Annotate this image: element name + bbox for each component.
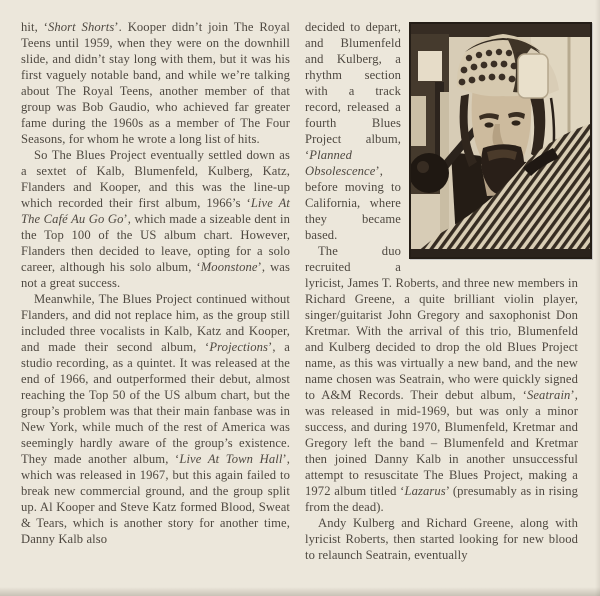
text-segment: ’, which was released in 1967, but this again failed to break new commercial ground, and the group split up. Al Kooper and Steve Katz formed Blood, Sweat & Tears, which is another story for another time, Danny Kalb also — [21, 452, 290, 546]
paragraph — [21, 147, 290, 291]
text-segment: Planned Obsolescence — [305, 148, 376, 178]
text-segment: decided to depart, and Blumenfeld and Kulberg, a rhythm section with a track record, released a fourth Blues Project album, ‘ — [305, 20, 401, 162]
text-segment: Moonstone — [200, 260, 258, 274]
paragraph — [21, 291, 290, 547]
paragraph — [305, 243, 578, 515]
text-segment: ’, before moving to California, where they became based. — [305, 164, 401, 242]
right-column — [305, 19, 578, 563]
left-column — [21, 19, 290, 547]
text-segment: Short Shorts — [47, 20, 115, 34]
text-segment: The duo recruited a lyricist, James T. Roberts, and three new members in Richard Greene, a quite brilliant violin player, singer/guitarist John Gregory and saxophonist Don Kretmar. With the arrival of this trio, Blumenfeld and Kulberg decided to drop the old Blues Project name, as this was virtually a new band, and the new name chosen was Seatrain, who were quickly signed to A&M Records. Their debut album, ‘ — [305, 244, 578, 402]
text-segment: Live At The Café Au Go Go — [21, 196, 290, 226]
text-segment: ’ (presumably as in rising from the dead). — [305, 484, 578, 514]
text-segment: ’, was released in mid-1969, but was only a minor success, and during 1970, Blumenfeld, Kretmar and Gregory left the band – Blumenfeld and Kretmar then joined Danny Kalb in another unsuccessful attempt to resuscitate The Blues Project, making a 1972 album titled ‘ — [305, 388, 578, 498]
paragraph — [305, 515, 578, 563]
text-segment: hit, ‘ — [21, 20, 48, 34]
text-segment: ’, which made a sizeable dent in the Top 100 of the US album chart. However, Flanders then decided to leave, opting for a solo career, although his solo album, ‘ — [21, 212, 290, 274]
text-segment: Seatrain — [526, 388, 571, 402]
paragraph — [21, 19, 290, 147]
text-segment: Meanwhile, The Blues Project continued without Flanders, and did not replace him, as the group still included three vocalists in Kalb, Katz and Kooper, and made their second album, ‘ — [21, 292, 290, 354]
musician-photo — [409, 22, 592, 259]
text-segment: Lazarus — [404, 484, 446, 498]
text-segment: Live At Town Hall — [179, 452, 283, 466]
text-segment: So The Blues Project eventually settled down as a sextet of Kalb, Blumenfeld, Kulberg, Katz, Flanders and Kooper, and this was the line-up which recorded their first album, 1966’s ‘ — [21, 148, 290, 210]
musician-photo-illustration — [411, 24, 590, 257]
text-segment: ’. Kooper didn’t join The Royal Teens until 1959, when they were on the downhill slide, and didn’t stay long with them, but it was his first vaguely notable band, and while we’re talking about The Royal Teens, another member of that group was Bob Gaudio, who achieved far greater fame during the 1960s as a member of The Four Seasons, for whom he wrote a long list of hits. — [21, 20, 290, 146]
text-segment: ’, a studio recording, as a quintet. It was released at the end of 1966, and outperformed their debut, almost reaching the Top 50 of the US album chart, but the group’s problem was that their main fanbase was in New York, while much of the rest of America was seemingly hardly aware of the group’s existence. They made another album, ‘ — [21, 340, 290, 466]
text-segment: Andy Kulberg and Richard Greene, along with lyricist Roberts, then started looking for new blood to relaunch Seatrain, eventually — [305, 516, 578, 562]
text-segment: ’, was not a great success. — [21, 260, 290, 290]
text-segment: Projections — [209, 340, 269, 354]
